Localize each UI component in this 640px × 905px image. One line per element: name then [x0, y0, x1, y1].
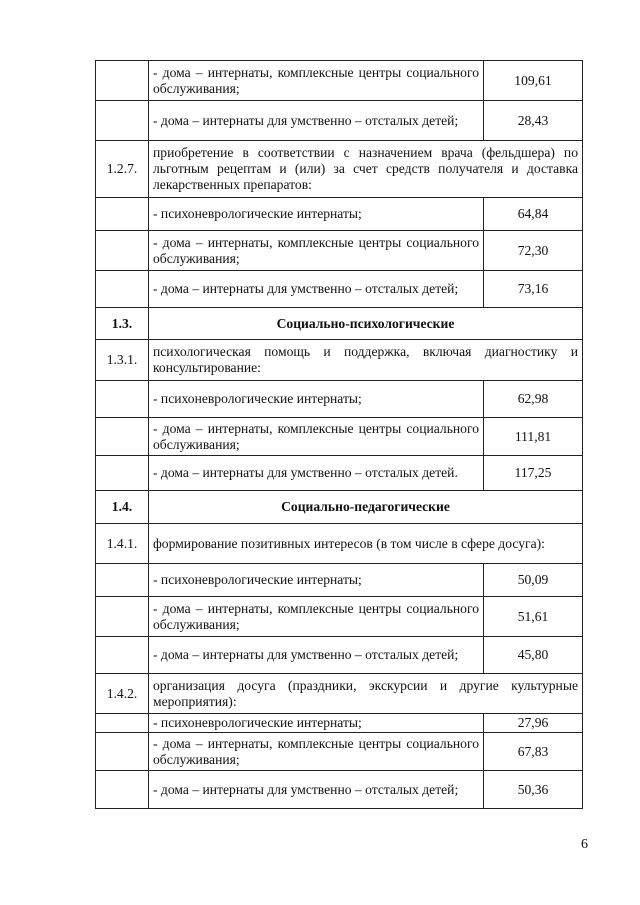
row-value: 50,36 — [484, 771, 583, 809]
section-title: Социально-педагогические — [149, 491, 583, 524]
section-row — [96, 308, 583, 340]
page-number: 6 — [581, 837, 588, 852]
table-row — [96, 456, 583, 491]
table-row — [96, 564, 583, 597]
table-row — [96, 381, 583, 418]
table-row — [96, 61, 583, 101]
row-description: - психоневрологические интернаты; — [149, 714, 484, 733]
row-description: приобретение в соответствии с назначением врача (фельдшера) по льготным рецептам и (или) за счет средств получателя и доставка лекарственных препаратов: — [149, 141, 583, 198]
section-number: 1.3. — [96, 308, 149, 340]
table-row — [96, 231, 583, 271]
table-row-item — [96, 340, 583, 381]
row-description: - дома – интернаты для умственно – отсталых детей; — [149, 637, 484, 674]
table-row — [96, 597, 583, 637]
row-number: 1.4.1. — [96, 524, 149, 564]
row-number-cell — [96, 101, 149, 141]
row-number-cell — [96, 597, 149, 637]
row-value: 28,43 — [484, 101, 583, 141]
table-row — [96, 418, 583, 456]
row-description: организация досуга (праздники, экскурсии и другие культурные мероприятия): — [149, 674, 583, 714]
row-description: - дома – интернаты, комплексные центры социального обслуживания; — [149, 231, 484, 271]
section-title: Социально-психологические — [149, 308, 583, 340]
row-number: 1.2.7. — [96, 141, 149, 198]
row-number: 1.3.1. — [96, 340, 149, 381]
row-description: - дома – интернаты для умственно – отсталых детей; — [149, 771, 484, 809]
tariff-table — [95, 60, 583, 809]
table-row — [96, 101, 583, 141]
row-number-cell — [96, 198, 149, 231]
row-number-cell — [96, 637, 149, 674]
table-row-item — [96, 674, 583, 714]
table-row — [96, 198, 583, 231]
row-value: 111,81 — [484, 418, 583, 456]
row-description: - дома – интернаты, комплексные центры социального обслуживания; — [149, 418, 484, 456]
row-number-cell — [96, 418, 149, 456]
row-number-cell — [96, 61, 149, 101]
row-value: 50,09 — [484, 564, 583, 597]
row-number-cell — [96, 381, 149, 418]
row-value: 64,84 — [484, 198, 583, 231]
table-row — [96, 637, 583, 674]
row-description: - психоневрологические интернаты; — [149, 564, 484, 597]
row-description: - дома – интернаты, комплексные центры социального обслуживания; — [149, 61, 484, 101]
table-row — [96, 733, 583, 771]
row-description: - дома – интернаты для умственно – отсталых детей; — [149, 271, 484, 308]
section-number: 1.4. — [96, 491, 149, 524]
row-number-cell — [96, 456, 149, 491]
row-description: формирование позитивных интересов (в том числе в сфере досуга): — [149, 524, 583, 564]
table-row — [96, 771, 583, 809]
row-number-cell — [96, 714, 149, 733]
row-number-cell — [96, 733, 149, 771]
row-description: - дома – интернаты для умственно – отсталых детей; — [149, 101, 484, 141]
row-value: 51,61 — [484, 597, 583, 637]
table-row-item — [96, 141, 583, 198]
row-number: 1.4.2. — [96, 674, 149, 714]
row-value: 73,16 — [484, 271, 583, 308]
row-number-cell — [96, 271, 149, 308]
row-value: 67,83 — [484, 733, 583, 771]
row-number-cell — [96, 771, 149, 809]
row-description: - дома – интернаты, комплексные центры социального обслуживания; — [149, 733, 484, 771]
row-value: 72,30 — [484, 231, 583, 271]
row-description: - дома – интернаты, комплексные центры социального обслуживания; — [149, 597, 484, 637]
row-value: 109,61 — [484, 61, 583, 101]
table-row — [96, 271, 583, 308]
row-description: психологическая помощь и поддержка, включая диагностику и консультирование: — [149, 340, 583, 381]
row-value: 27,96 — [484, 714, 583, 733]
row-number-cell — [96, 564, 149, 597]
row-description: - психоневрологические интернаты; — [149, 198, 484, 231]
row-description: - дома – интернаты для умственно – отсталых детей. — [149, 456, 484, 491]
table-row-item — [96, 524, 583, 564]
section-row — [96, 491, 583, 524]
row-number-cell — [96, 231, 149, 271]
row-value: 45,80 — [484, 637, 583, 674]
row-value: 62,98 — [484, 381, 583, 418]
table-row — [96, 714, 583, 733]
row-value: 117,25 — [484, 456, 583, 491]
row-description: - психоневрологические интернаты; — [149, 381, 484, 418]
